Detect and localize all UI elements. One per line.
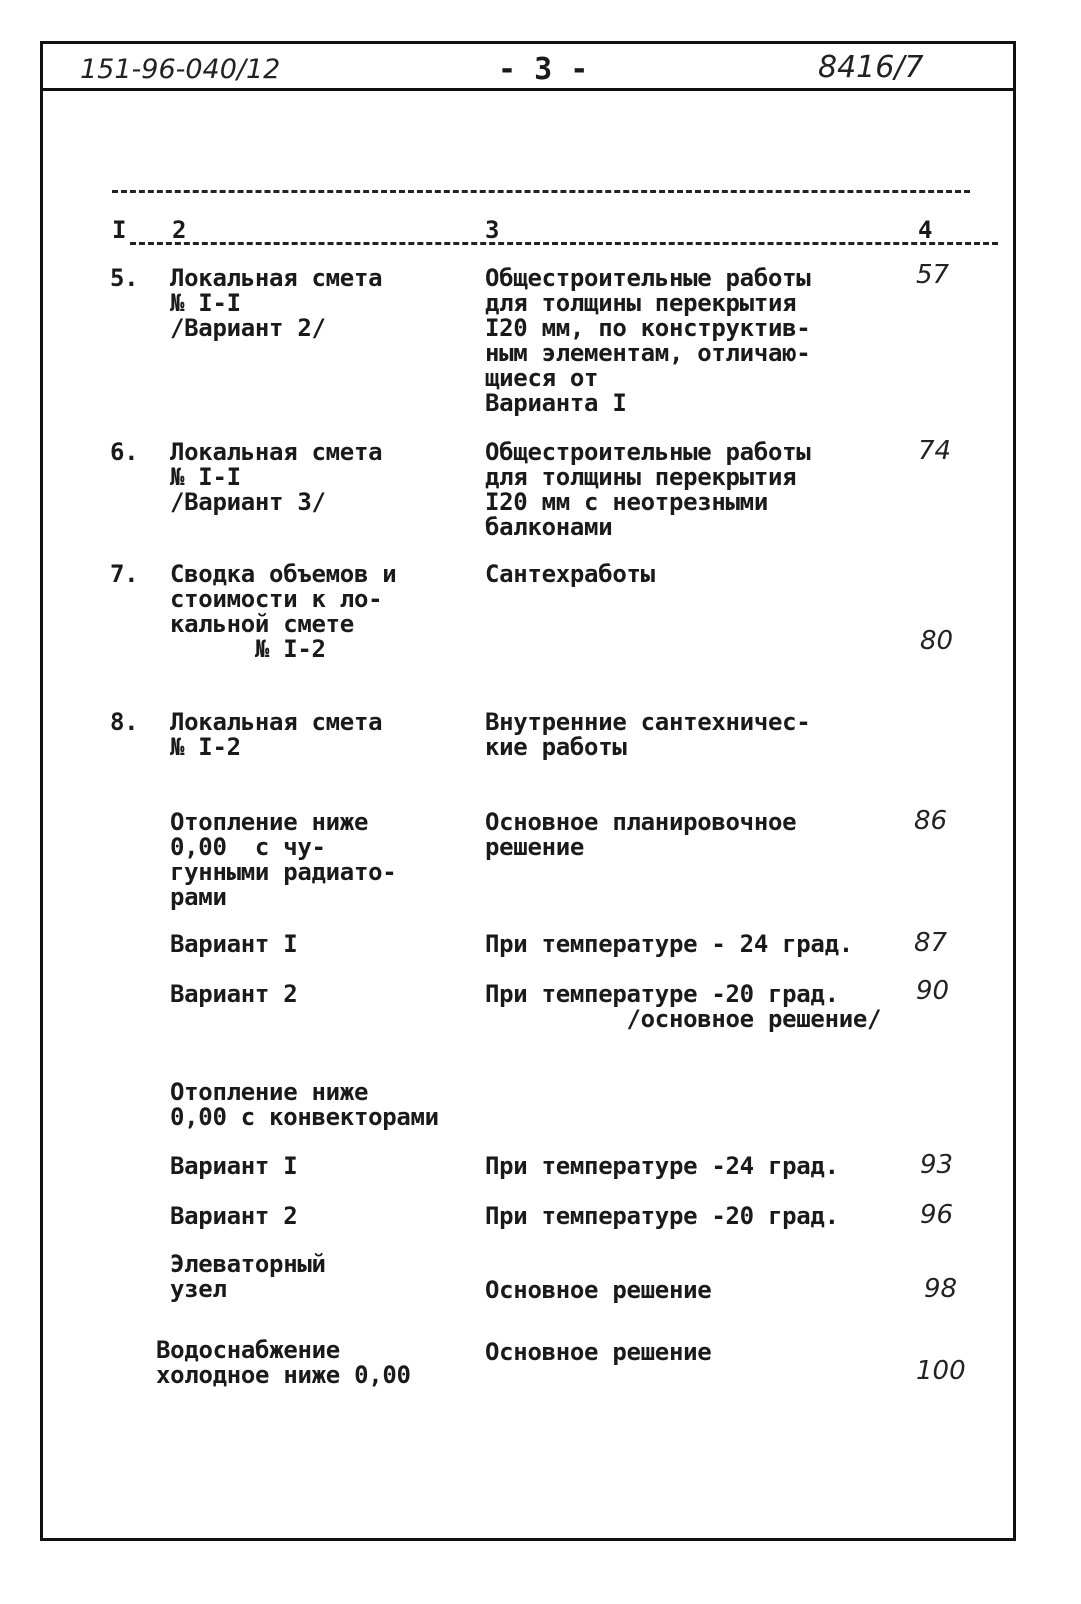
- column-header-2: 2: [172, 216, 187, 244]
- row-description: Общестроительные работы для толщины перекрытия I20 мм с неотрезными балконами: [485, 438, 811, 541]
- row-page: 90: [916, 976, 950, 1006]
- row-title: Отопление ниже 0,00 с чу- гунными радиато- рами: [170, 808, 397, 911]
- column-header-3: 3: [485, 216, 500, 244]
- column-header-1: I: [112, 216, 127, 244]
- row-description: При температуре -20 град. /основное решение/: [485, 980, 882, 1033]
- row-page: 86: [914, 806, 948, 836]
- row-number: 8.: [110, 708, 139, 736]
- inventory-number: 8416/7: [818, 50, 924, 85]
- row-number: 7.: [110, 560, 139, 588]
- row-title: Отопление ниже 0,00 с конвекторами: [170, 1078, 439, 1131]
- table-top-rule: [112, 190, 970, 193]
- row-description: Общестроительные работы для толщины перекрытия I20 мм, по конструктив- ным элементам, отличаю- щиеся от Варианта I: [485, 264, 811, 417]
- row-page: 100: [916, 1356, 966, 1386]
- document-code: 151-96-040/12: [80, 54, 281, 85]
- row-description: Внутренние сантехничес- кие работы: [485, 708, 811, 761]
- header-divider: [40, 88, 1016, 91]
- row-page: 57: [916, 260, 950, 290]
- row-description: Основное планировочное решение: [485, 808, 797, 861]
- column-header-4: 4: [918, 216, 933, 244]
- row-title: Вариант I: [170, 1152, 298, 1180]
- row-description: Основное решение: [485, 1276, 712, 1304]
- page-number: - 3 -: [498, 52, 589, 87]
- row-title: Локальная смета № I-I /Вариант 3/: [170, 438, 383, 516]
- row-title: Локальная смета № I-2: [170, 708, 383, 761]
- row-number: 6.: [110, 438, 139, 466]
- row-description: Сантехработы: [485, 560, 655, 588]
- row-title: Локальная смета № I-I /Вариант 2/: [170, 264, 383, 342]
- row-title: Вариант 2: [170, 980, 298, 1008]
- row-page: 80: [920, 626, 954, 656]
- row-page: 87: [914, 928, 948, 958]
- row-description: При температуре - 24 град.: [485, 930, 853, 958]
- row-description: При температуре -20 град.: [485, 1202, 839, 1230]
- row-title: Элеваторный узел: [170, 1250, 326, 1303]
- row-title: Вариант I: [170, 930, 298, 958]
- row-page: 74: [918, 436, 952, 466]
- row-number: 5.: [110, 264, 139, 292]
- row-description: Основное решение: [485, 1338, 712, 1366]
- header-rule: [130, 242, 998, 245]
- row-title: Водоснабжение холодное ниже 0,00: [156, 1336, 411, 1389]
- row-page: 93: [920, 1150, 954, 1180]
- row-description: При температуре -24 град.: [485, 1152, 839, 1180]
- row-page: 96: [920, 1200, 954, 1230]
- row-page: 98: [924, 1274, 958, 1304]
- row-title: Сводка объемов и стоимости к ло- кальной смете № I-2: [170, 560, 397, 663]
- row-title: Вариант 2: [170, 1202, 298, 1230]
